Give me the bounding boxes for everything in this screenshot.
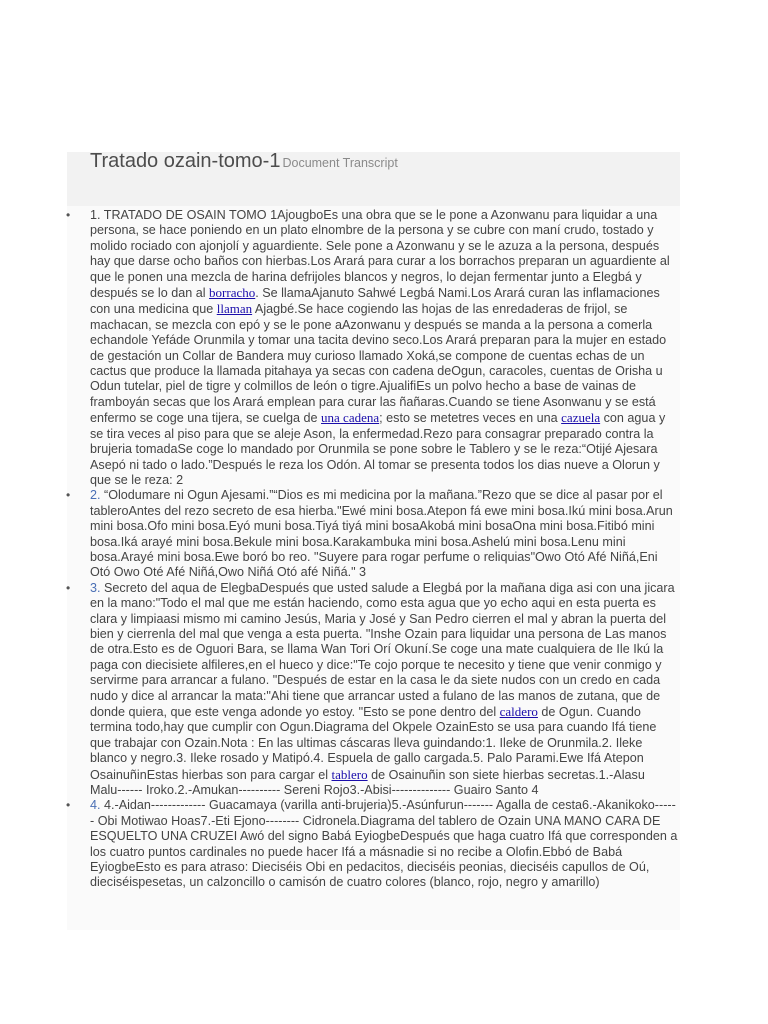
- transcript-item: [90, 798, 678, 890]
- transcript-item: [90, 208, 678, 488]
- transcript-list: [90, 208, 678, 891]
- transcript-item: [90, 488, 678, 580]
- item-text: de Ogun. Cuando termina todo,hay que cumplir con Ogun.Diagrama del Okpele OzainEsto se usa para cuando Ifá tiene que trabajar con Ozain.Nota : En las ultimas cáscaras lleva guindando:1. Ileke de Orunmila.2. Ileke blanco y negro.3. Ileke rosado y Matipó.4. Espuela de gallo cargada.5. Palo Parami.Ewe Ifá Atepon OsainuñinEstas hierbas son para cargar el: [90, 705, 657, 782]
- title-row: [90, 150, 398, 173]
- item-text: . Se llamaAjanuto Sahwé Legbá Nami.Los Arará curan las inflamaciones con una medicina que: [90, 286, 660, 317]
- item-text: Secreto del aqua de ElegbaDespués que usted salude a Elegbá por la mañana diga asi con una jicara en la mano:"Todo el mal que me están haciendo, como esta agua que yo echo aqui en esta puerta es clara y limpiaasi mismo mi camino Jesús, Maria y José y San Pedro cierren el mal y abran la puerta del bien y cierrenla del mal que venga a esta puerta. "Inshe Ozain para liquidar una persona de Las manos de otra.Esto es de Oguori Bara, se llama Wan Tori Orí Okuní.Se coge una mate cualquiera de Ile Ikú la paga con diecisiete alfileres,en el hueco y dice:"Te cojo porque te necesito y tiene que venir conmigo y servirme para arrancar a fulano. "Después de estar en la casa le da siete nudos con un credo en cada nudo y dice al arrancar la mata:"Ahi tiene que arrancar usted a fulano de las manos de zutana, que de donde quiera, que este venga adonde yo estoy. "Esto se pone dentro del: [90, 580, 675, 719]
- inline-link[interactable]: cazuela: [561, 410, 601, 426]
- item-number[interactable]: 4.: [90, 798, 101, 813]
- item-text: 4.-Aidan------------- Guacamaya (varilla anti-brujeria)5.-Asúnfurun------- Agalla de cesta6.-Akanikoko------ Obi Motiwao Hoas7.-Eti Ejono-------- Cidronela.Diagrama del tablero de Ozain UNA MANO CARA DE ESQUELTO UNA CRUZEI Awó del signo Babá EyiogbeDespués que haga cuatro Ifá que corresponden a los cuatro puntos cardinales no puede hacer Ifá a másnadie si no recibe a Olofin.Ebbó de Babá EyiogbeEsto es para atraso: Dieciséis Obi en pedacitos, dieciséis peonias, dieciséis capullos de Oú, dieciséispesetas, un calzoncillo o camisón de cuatro colores (blanco, rojo, negro y amarillo): [90, 798, 678, 890]
- inline-link[interactable]: una cadena: [321, 410, 380, 426]
- bottom-whitespace: [67, 930, 707, 1024]
- item-text: ; esto se metetres veces en una: [379, 411, 562, 426]
- inline-link[interactable]: borracho: [209, 285, 256, 301]
- item-number[interactable]: 3.: [90, 580, 101, 595]
- item-text: Ajagbé.Se hace cogiendo las hojas de las enredaderas de frijol, se machacan, se mezcla con epó y se le pone aAzonwanu y después se manda a la persona a comerla echandole Yefáde Orunmila y tomar una tacita devino seco.Los Arará preparan para la mujer en estado de gestación un Collar de Bandera muy curioso llamado Xoká,se compone de cuentas echas de un cactus que produce la llamada pitahaya ya secas con cadena deOgun, caracoles, cuentas de Orisha u Odun tutelar, piel de tigre y colmillos de león o tigre.AjualifiEs un polvo hecho a base de vainas de framboyán secas que los Arará emplean para curar las ñañaras.Cuando se tiene Asonwanu y se está enfermo se coge una tijera, se cuelga de: [90, 302, 667, 426]
- item-number[interactable]: 2.: [90, 488, 101, 503]
- page-title: Tratado ozain-tomo-1: [90, 150, 281, 172]
- item-text: 1. TRATADO DE OSAIN TOMO 1AjougboEs una obra que se le pone a Azonwanu para liquidar a una persona, se hace poniendo en un plato elnombre de la persona y se cubre con maní crudo, tostado y molido rociado con ajonjolí y aguardiente. Sele pone a Azonwanu y se le azuza a la persona, después hay que darse ocho baños con hierbas.Los Arará para curar a los borrachos preparan un aguardiente al que le ponen una mezcla de harina defrijoles blancos y negros, lo dejan fermentar junto a Elegbá y después se lo dan al: [90, 208, 670, 301]
- page-subtitle: Document Transcript: [282, 156, 398, 170]
- item-text: de Osainuñin son siete hierbas secretas.1.-Alasu Malu------ Iroko.2.-Amukan---------- Sereni Rojo3.-Abisi-------------- Guairo Santo 4: [90, 767, 645, 798]
- inline-link[interactable]: tablero: [331, 766, 368, 782]
- inline-link[interactable]: caldero: [499, 704, 538, 719]
- item-text: con agua y se tira veces al piso para que se aleje Ason, la enfermedad.Rezo para consagrar preparado contra la brujeria tomadaSe coge lo mandado por Orunmila se pone sobre le Tablero y se le reza:“Otijé Ajesara Asepó ni tado o lado.”Después le reza los Odón. Al tomar se presenta todos los dias nueve a Olorun y que se le reza: 2: [90, 411, 666, 487]
- item-text: “Olodumare ni Ogun Ajesami.”“Dios es mi medicina por la mañana.”Rezo que se dice al pasar por el tableroAntes del rezo secreto de esa hierba."Ewé mini bosa.Atepon fá ewe mini bosa.Ikú mini bosa.Arun mini bosa.Ofo mini bosa.Eyó muni bosa.Tiyá tiyá mini bosaAkobá mini bosaOna mini bosa.Fitibó mini bosa.Iká arayé mini bosa.Bekule mini bosa.Karakambuka mini bosa.Ashelú mini bosa.Lenu mini bosa.Arayé mini bosa.Ewe boró bo reo. "Suyere para rogar perfume o reliquias"Owo Otó Afé Niñá,Eni Otó Owo Oté Afé Niñá,Owo Niñá Otó afé Niñá." 3: [90, 488, 673, 580]
- inline-link[interactable]: llaman: [216, 301, 253, 317]
- transcript-item: [90, 581, 678, 799]
